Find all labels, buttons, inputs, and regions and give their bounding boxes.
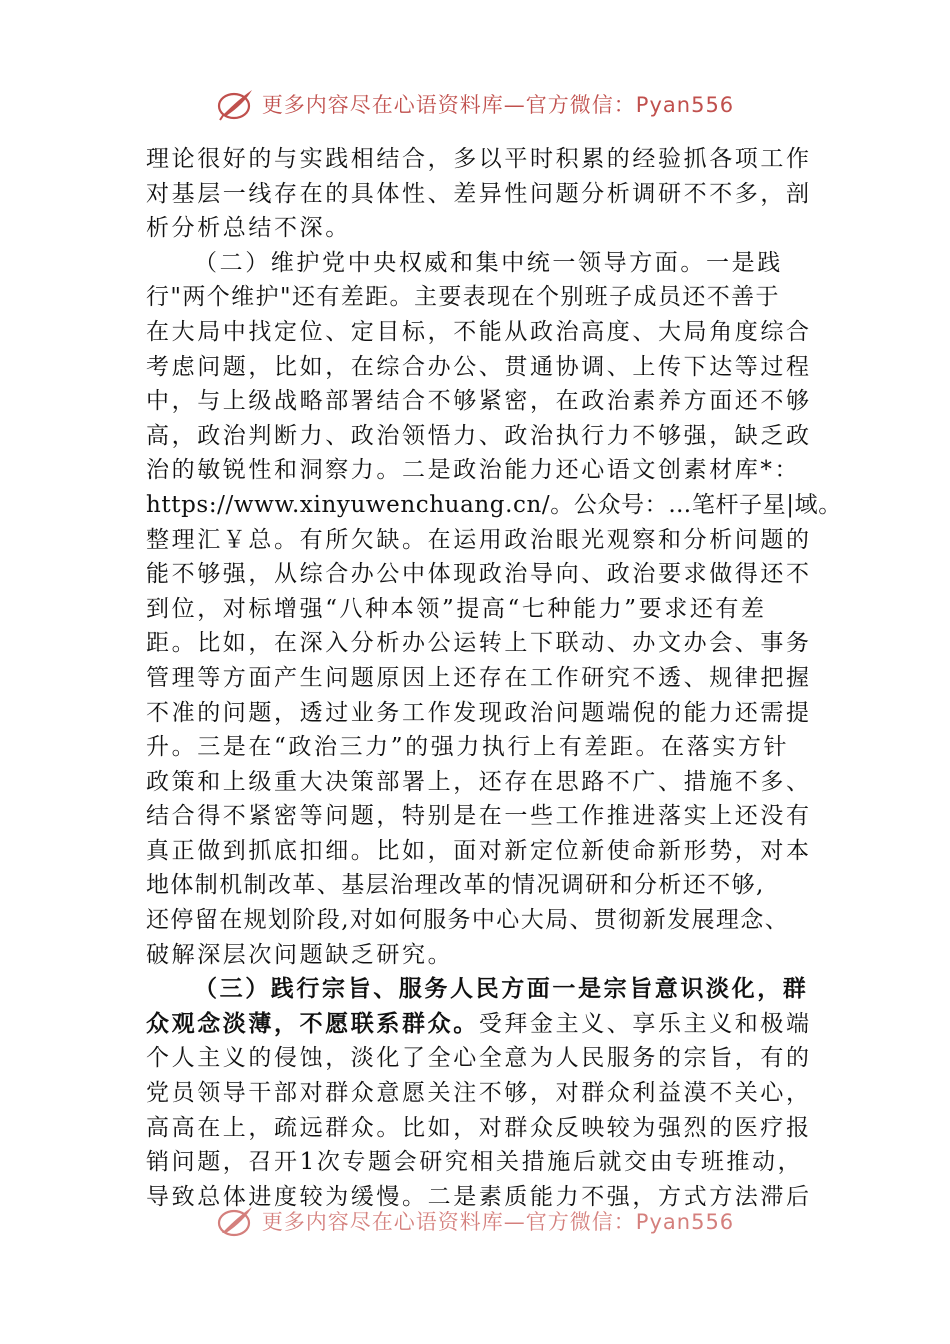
- footer-watermark: [0, 1204, 950, 1238]
- header-watermark: [0, 84, 950, 124]
- url-line: https://www.xinyuwenchuang.cn/。公众号：…笔杆子星|域。: [146, 491, 842, 518]
- text-line: 距。比如，在深入分析办公运转上下联动、办文办会、事务: [146, 630, 812, 657]
- text-line: 整理汇￥总。有所欠缺。在运用政治眼光观察和分析问题的: [146, 526, 812, 553]
- text-line: 治的敏锐性和洞察力。二是政治能力还心语文创素材库*：: [146, 457, 801, 484]
- quill-pen-logo-icon: [216, 1204, 256, 1238]
- watermark-text: 更多内容尽在心语资料库—官方微信：Pyan556: [261, 1210, 735, 1234]
- text-line: 中，与上级战略部署结合不够紧密，在政治素养方面还不够: [146, 388, 812, 415]
- text-line: 个人主义的侵蚀，淡化了全心全意为人民服务的宗旨，有的: [146, 1045, 812, 1072]
- document-body: [146, 142, 842, 1214]
- text-line: 高高在上，疏远群众。比如，对群众反映较为强烈的医疗报: [146, 1114, 812, 1141]
- text-line: 考虑问题，比如，在综合办公、贯通协调、上传下达等过程: [146, 353, 812, 380]
- text-line: 高，政治判断力、政治领悟力、政治执行力不够强，缺乏政: [146, 422, 812, 449]
- text-line: 理论很好的与实践相结合，多以平时积累的经验抓各项工作: [146, 146, 812, 172]
- watermark-text: 更多内容尽在心语资料库—官方微信：Pyan556: [261, 93, 735, 117]
- text-line: 破解深层次问题缺乏研究。: [146, 941, 454, 968]
- text-line: 地体制机制改革、基层治理改革的情况调研和分析还不够,: [146, 872, 765, 899]
- text-line: 在大局中找定位、定目标，不能从政治高度、大局角度综合: [146, 318, 812, 345]
- text-line: 政策和上级重大决策部署上，还存在思路不广、措施不多、: [146, 768, 812, 795]
- quill-pen-logo-icon: [216, 86, 256, 122]
- section-heading-3: （三）践行宗旨、服务人民方面一是宗旨意识淡化，群: [194, 975, 809, 1003]
- text-line: [146, 1007, 826, 1042]
- text-line: 不准的问题，透过业务工作发现政治问题端倪的能力还需提: [146, 699, 812, 726]
- text-phrase: 受拜金主义、享乐主义和极端: [478, 1010, 812, 1037]
- text-line: 管理等方面产生问题原因上还存在工作研究不透、规律把握: [146, 664, 812, 691]
- text-line: 销问题，召开1次专题会研究相关措施后就交由专班推动，: [146, 1149, 804, 1176]
- text-line: 行"两个维护"还有差距。主要表现在个别班子成员还不善于: [146, 284, 780, 311]
- text-line: 到位，对标增强“八种本领”提高“七种能力”要求还有差: [146, 595, 767, 622]
- bold-phrase: 众观念淡薄，不愿联系群众。: [146, 1009, 479, 1037]
- text-line: 升。三是在“政治三力”的强力执行上有差距。在落实方针: [146, 734, 790, 761]
- text-line: 真正做到抓底扣细。比如，面对新定位新使命新形势，对本: [146, 837, 812, 864]
- text-line: 党员领导干部对群众意愿关注不够，对群众利益漠不关心，: [146, 1080, 812, 1107]
- text-line: 析分析总结不深。: [146, 215, 351, 242]
- text-line: 结合得不紧密等问题，特别是在一些工作推进落实上还没有: [146, 803, 812, 830]
- text-line: 能不够强，从综合办公中体现政治导向、政治要求做得还不: [146, 561, 812, 588]
- text-line: 还停留在规划阶段,对如何服务中心大局、贯彻新发展理念、: [146, 907, 790, 934]
- text-line: 对基层一线存在的具体性、差异性问题分析调研不不多，剖: [146, 180, 812, 207]
- section-heading-2: （二）维护党中央权威和集中统一领导方面。一是践: [194, 249, 783, 276]
- text-line: 导致总体进度较为缓慢。二是素质能力不强，方式方法滞后: [146, 1183, 812, 1210]
